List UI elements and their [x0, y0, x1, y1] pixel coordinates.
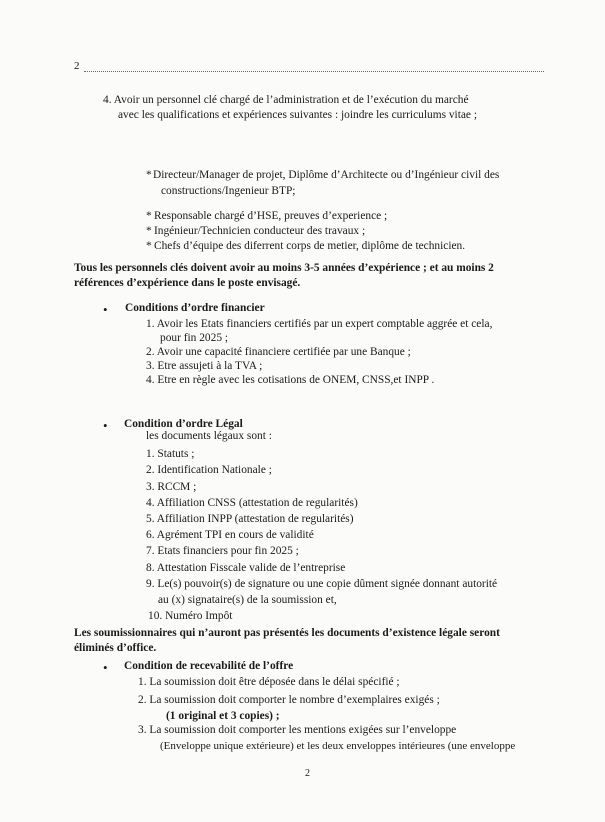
- legal-item: 9. Le(s) pouvoir(s) de signature ou une copie dûment signée donnant autorité: [146, 578, 498, 590]
- legal-heading: Condition d’ordre Légal: [124, 418, 243, 430]
- header-dotted-rule: [84, 71, 544, 72]
- financial-item: 4. Etre en règle avec les cotisations de ONEM, CNSS,et INPP .: [146, 374, 435, 386]
- receivability-heading: Condition de recevabilité de l’offre: [124, 660, 294, 672]
- receivability-item: 2. La soumission doit comporter le nombre d’exemplaires exigés ;: [138, 694, 440, 706]
- legal-item: 4. Affiliation CNSS (attestation de regularités): [146, 497, 358, 509]
- legal-item: 7. Etats financiers pour fin 2025 ;: [146, 545, 299, 557]
- bullet-star-icon: *: [146, 210, 152, 222]
- personnel-item-1: Directeur/Manager de projet, Diplôme d’Architecte ou d’Ingénieur civil des: [153, 169, 500, 181]
- legal-item: 3. RCCM ;: [146, 481, 197, 493]
- legal-note-line2: éliminés d’office.: [74, 642, 157, 654]
- legal-item: 1. Statuts ;: [146, 448, 195, 460]
- receivability-item: 1. La soumission doit être déposée dans le délai spécifié ;: [138, 676, 400, 688]
- legal-item: 5. Affiliation INPP (attestation de regularités): [146, 513, 354, 525]
- bullet-star-icon: *: [146, 225, 152, 237]
- personnel-item-3: Ingénieur/Technicien conducteur des travaux ;: [154, 225, 366, 237]
- receivability-copies: (1 original et 3 copies) ;: [166, 710, 280, 722]
- item4-line1: 4. Avoir un personnel clé chargé de l’administration et de l’exécution du marché: [103, 94, 469, 106]
- legal-note-line1: Les soumissionnaires qui n’auront pas présentés les documents d’existence légale seront: [74, 627, 500, 639]
- bullet-star-icon: *: [146, 240, 152, 252]
- bullet-star-icon: *: [146, 169, 152, 181]
- personnel-item-2: Responsable chargé d’HSE, preuves d’experience ;: [154, 210, 388, 222]
- legal-item: 2. Identification Nationale ;: [146, 464, 272, 476]
- personnel-item-1-cont: constructions/Ingenieur BTP;: [161, 185, 296, 197]
- bullet-dot-icon: •: [103, 660, 108, 675]
- financial-item: 3. Etre assujeti à la TVA ;: [146, 360, 263, 372]
- bullet-dot-icon: •: [103, 302, 108, 317]
- legal-intro: les documents légaux sont :: [146, 430, 272, 442]
- item4-line2: avec les qualifications et expériences suivantes : joindre les curriculums vitae ;: [118, 109, 477, 121]
- legal-item: 8. Attestation Fisscale valide de l’entreprise: [146, 562, 346, 574]
- legal-item-cont: au (x) signataire(s) de la soumission et,: [158, 594, 337, 606]
- bullet-dot-icon: •: [103, 418, 108, 433]
- legal-item: 6. Agrément TPI en cours de validité: [146, 529, 314, 541]
- header-page-number: 2: [74, 60, 80, 72]
- financial-heading: Conditions d’ordre financier: [125, 302, 265, 314]
- experience-note-line2: références d’expérience dans le poste envisagé.: [74, 277, 301, 289]
- legal-item: 10. Numéro Impôt: [148, 610, 233, 622]
- personnel-item-4: Chefs d’équipe des diferrent corps de metier, diplôme de technicien.: [154, 240, 466, 252]
- footer-page-number: 2: [305, 768, 310, 779]
- financial-item: pour fin 2025 ;: [160, 332, 229, 344]
- financial-item: 1. Avoir les Etats financiers certifiés par un expert comptable aggrée et cela,: [146, 318, 493, 330]
- experience-note-line1: Tous les personnels clés doivent avoir au moins 3-5 années d’expérience ; et au moins 2: [74, 262, 494, 274]
- receivability-item-cont: (Enveloppe unique extérieure) et les deux enveloppes intérieures (une enveloppe: [160, 740, 516, 752]
- financial-item: 2. Avoir une capacité financiere certifiée par une Banque ;: [146, 346, 411, 358]
- receivability-item: 3. La soumission doit comporter les mentions exigées sur l’enveloppe: [138, 724, 457, 736]
